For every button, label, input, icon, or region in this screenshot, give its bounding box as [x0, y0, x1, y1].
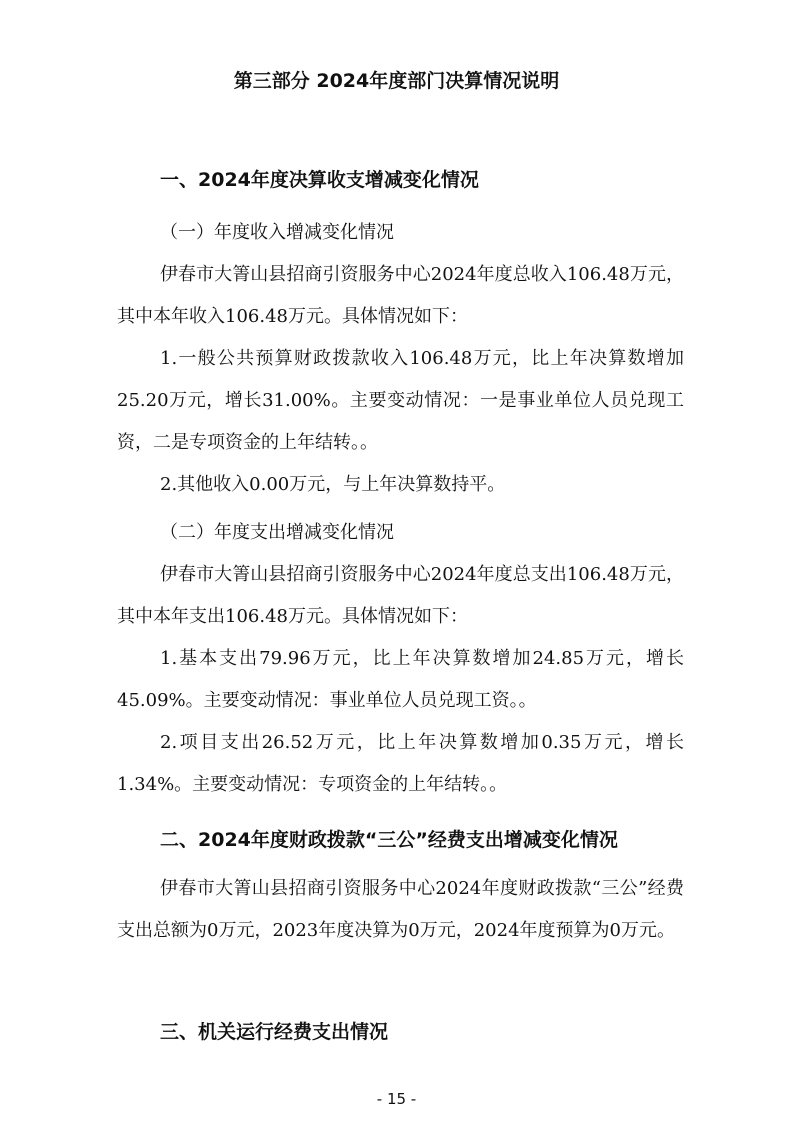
income-intro-paragraph: 伊春市大箐山县招商引资服务中心2024年度总收入106.48万元，其中本年收入106.48万元。具体情况如下： — [117, 264, 684, 327]
income-subheading: （一）年度收入增减变化情况 — [160, 222, 394, 243]
expense-subheading: （二）年度支出增减变化情况 — [160, 522, 394, 543]
section-heading-2: 二、2024年度财政拨款“三公”经费支出增减变化情况 — [160, 829, 618, 851]
section-heading-3: 三、机关运行经费支出情况 — [160, 1021, 389, 1043]
expense-item-2: 2.项目支出26.52万元，比上年决算数增加0.35万元，增长1.34%。主要变动情况：专项资金的上年结转。。 — [117, 732, 684, 795]
section-heading-1: 一、2024年度决算收支增减变化情况 — [160, 169, 479, 191]
expense-item-1: 1.基本支出79.96万元，比上年决算数增加24.85万元，增长45.09%。主要变动情况：事业单位人员兑现工资。。 — [117, 648, 684, 711]
page-number: - 15 - — [376, 1090, 417, 1108]
income-item-1: 1.一般公共预算财政拨款收入106.48万元，比上年决算数增加25.20万元，增长31.00%。主要变动情况：一是事业单位人员兑现工资，二是专项资金的上年结转。。 — [117, 348, 684, 453]
page-title: 第三部分 2024年度部门决算情况说明 — [233, 70, 560, 92]
expense-intro-paragraph: 伊春市大箐山县招商引资服务中心2024年度总支出106.48万元，其中本年支出106.48万元。具体情况如下： — [117, 564, 684, 627]
three-public-expense-paragraph: 伊春市大箐山县招商引资服务中心2024年度财政拨款“三公”经费支出总额为0万元，2023年度决算为0万元，2024年度预算为0万元。 — [117, 878, 684, 941]
income-item-2: 2.其他收入0.00万元，与上年决算数持平。 — [160, 474, 506, 495]
